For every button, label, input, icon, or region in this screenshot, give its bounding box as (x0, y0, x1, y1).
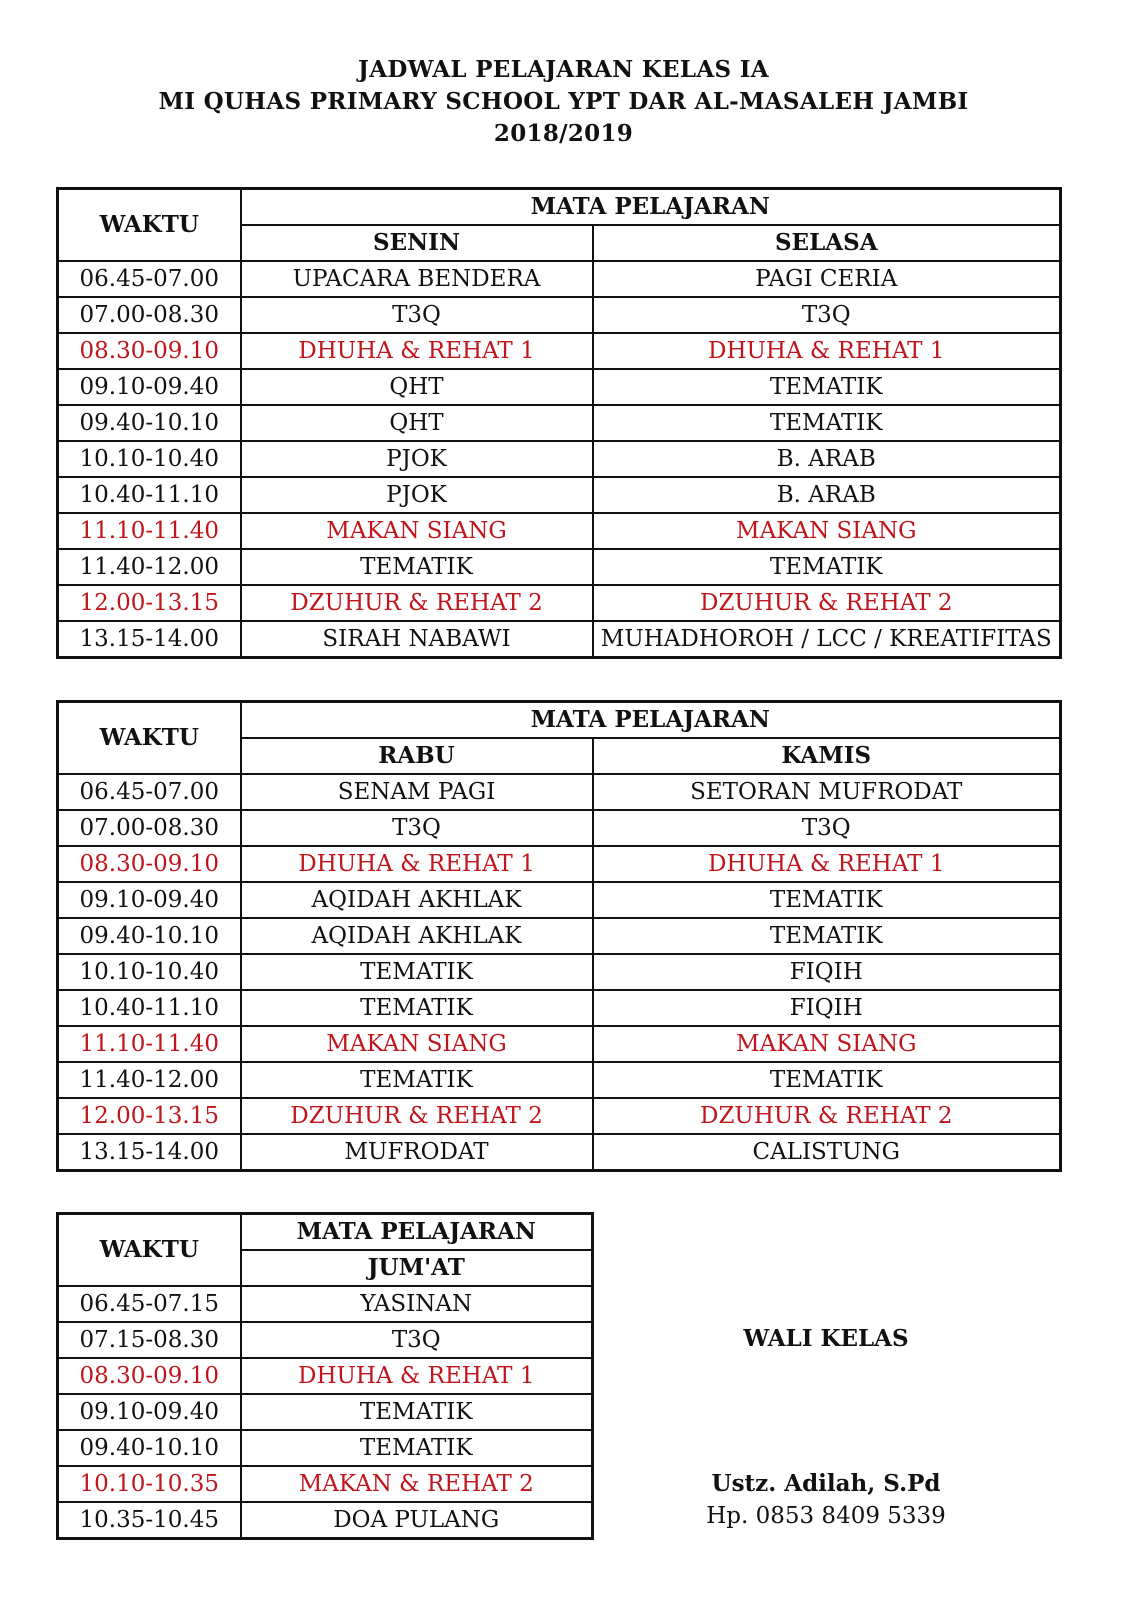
subject-cell: QHT (241, 405, 593, 441)
day-header: RABU (241, 738, 593, 774)
subject-cell: DHUHA & REHAT 1 (241, 846, 593, 882)
time-cell: 07.15-08.30 (58, 1322, 241, 1358)
time-cell: 11.10-11.40 (58, 1026, 241, 1062)
title-line-2: MI QUHAS PRIMARY SCHOOL YPT DAR AL-MASALEH JAMBI (158, 88, 969, 115)
time-cell: 10.40-11.10 (58, 990, 241, 1026)
time-cell: 06.45-07.00 (58, 261, 241, 297)
time-cell: 06.45-07.15 (58, 1286, 241, 1322)
table-row (58, 918, 1061, 954)
subject-cell: AQIDAH AKHLAK (241, 882, 593, 918)
subject-cell: MAKAN SIANG (241, 1026, 593, 1062)
subject-cell: AQIDAH AKHLAK (241, 918, 593, 954)
time-cell: 09.40-10.10 (58, 405, 241, 441)
subject-cell: TEMATIK (593, 549, 1061, 585)
waktu-header: WAKTU (58, 1214, 241, 1287)
table-row (58, 333, 1061, 369)
subject-cell: B. ARAB (593, 477, 1061, 513)
title-line-3: 2018/2019 (493, 120, 634, 147)
subject-cell: MUHADHOROH / LCC / KREATIFITAS (593, 621, 1061, 658)
subject-cell: B. ARAB (593, 441, 1061, 477)
schedule-table-rabu-kamis (56, 700, 1062, 1172)
subject-cell: DZUHUR & REHAT 2 (593, 585, 1061, 621)
teacher-name: Ustz. Adilah, S.Pd (711, 1470, 941, 1497)
subject-cell: FIQIH (593, 990, 1061, 1026)
time-cell: 09.10-09.40 (58, 882, 241, 918)
time-cell: 06.45-07.00 (58, 774, 241, 810)
day-header: SENIN (241, 225, 593, 261)
time-cell: 09.10-09.40 (58, 369, 241, 405)
subject-cell: DHUHA & REHAT 1 (593, 846, 1061, 882)
table-row (58, 1026, 1061, 1062)
subject-cell: MAKAN & REHAT 2 (241, 1466, 593, 1502)
time-cell: 10.35-10.45 (58, 1502, 241, 1539)
table-row (58, 774, 1061, 810)
table-row (58, 990, 1061, 1026)
subject-cell: DZUHUR & REHAT 2 (593, 1098, 1061, 1134)
subject-cell: CALISTUNG (593, 1134, 1061, 1171)
subject-cell: TEMATIK (241, 1430, 593, 1466)
table-row (58, 261, 1061, 297)
subject-cell: TEMATIK (241, 1394, 593, 1430)
subject-cell: T3Q (241, 297, 593, 333)
subject-cell: FIQIH (593, 954, 1061, 990)
subject-cell: T3Q (241, 810, 593, 846)
table-row (58, 846, 1061, 882)
time-cell: 07.00-08.30 (58, 810, 241, 846)
time-cell: 08.30-09.10 (58, 1358, 241, 1394)
subject-cell: DHUHA & REHAT 1 (593, 333, 1061, 369)
teacher-phone: Hp. 0853 8409 5339 (706, 1503, 946, 1529)
table-row (58, 585, 1061, 621)
subject-cell: YASINAN (241, 1286, 593, 1322)
table-row (58, 1322, 593, 1358)
table-row (58, 1358, 593, 1394)
time-cell: 11.40-12.00 (58, 1062, 241, 1098)
schedule-table-senin-selasa (56, 187, 1062, 659)
time-cell: 07.00-08.30 (58, 297, 241, 333)
time-cell: 09.10-09.40 (58, 1394, 241, 1430)
waktu-header: WAKTU (58, 702, 241, 775)
time-cell: 10.10-10.40 (58, 954, 241, 990)
subject-cell: TEMATIK (241, 954, 593, 990)
table-row (58, 1430, 593, 1466)
subject-cell: SETORAN MUFRODAT (593, 774, 1061, 810)
subject-cell: DZUHUR & REHAT 2 (241, 1098, 593, 1134)
subject-cell: SENAM PAGI (241, 774, 593, 810)
time-cell: 11.10-11.40 (58, 513, 241, 549)
title-line-1: JADWAL PELAJARAN KELAS IA (358, 56, 769, 83)
time-cell: 13.15-14.00 (58, 621, 241, 658)
subject-cell: MAKAN SIANG (241, 513, 593, 549)
day-header: JUM'AT (241, 1250, 593, 1286)
subject-cell: TEMATIK (593, 405, 1061, 441)
table-row (58, 954, 1061, 990)
time-cell: 13.15-14.00 (58, 1134, 241, 1171)
time-cell: 08.30-09.10 (58, 846, 241, 882)
time-cell: 10.10-10.40 (58, 441, 241, 477)
table-row (58, 477, 1061, 513)
subject-cell: T3Q (241, 1322, 593, 1358)
time-cell: 10.10-10.35 (58, 1466, 241, 1502)
subject-cell: DHUHA & REHAT 1 (241, 1358, 593, 1394)
subject-cell: DHUHA & REHAT 1 (241, 333, 593, 369)
subject-cell: MUFRODAT (241, 1134, 593, 1171)
mata-pelajaran-header: MATA PELAJARAN (241, 189, 1061, 226)
mata-pelajaran-header: MATA PELAJARAN (241, 702, 1061, 739)
time-cell: 12.00-13.15 (58, 1098, 241, 1134)
table-row (58, 1098, 1061, 1134)
day-header: SELASA (593, 225, 1061, 261)
subject-cell: DOA PULANG (241, 1502, 593, 1539)
waktu-header: WAKTU (58, 189, 241, 262)
table-row (58, 1286, 593, 1322)
table-row (58, 1502, 593, 1539)
subject-cell: SIRAH NABAWI (241, 621, 593, 658)
subject-cell: TEMATIK (241, 990, 593, 1026)
table-row (58, 369, 1061, 405)
table-row (58, 1062, 1061, 1098)
subject-cell: T3Q (593, 810, 1061, 846)
table-row (58, 1394, 593, 1430)
time-cell: 08.30-09.10 (58, 333, 241, 369)
subject-cell: TEMATIK (593, 918, 1061, 954)
subject-cell: MAKAN SIANG (593, 513, 1061, 549)
subject-cell: QHT (241, 369, 593, 405)
wali-kelas-label: WALI KELAS (743, 1325, 909, 1352)
time-cell: 09.40-10.10 (58, 918, 241, 954)
day-header: KAMIS (593, 738, 1061, 774)
table-row (58, 549, 1061, 585)
subject-cell: PAGI CERIA (593, 261, 1061, 297)
mata-pelajaran-header: MATA PELAJARAN (241, 1214, 593, 1251)
subject-cell: UPACARA BENDERA (241, 261, 593, 297)
subject-cell: TEMATIK (241, 1062, 593, 1098)
subject-cell: MAKAN SIANG (593, 1026, 1061, 1062)
table-row (58, 405, 1061, 441)
subject-cell: TEMATIK (593, 1062, 1061, 1098)
table-row (58, 621, 1061, 658)
table-row (58, 810, 1061, 846)
time-cell: 09.40-10.10 (58, 1430, 241, 1466)
schedule-table-jumat (56, 1212, 594, 1540)
time-cell: 12.00-13.15 (58, 585, 241, 621)
subject-cell: DZUHUR & REHAT 2 (241, 585, 593, 621)
table-row (58, 882, 1061, 918)
subject-cell: TEMATIK (241, 549, 593, 585)
table-row (58, 513, 1061, 549)
subject-cell: PJOK (241, 477, 593, 513)
subject-cell: T3Q (593, 297, 1061, 333)
subject-cell: TEMATIK (593, 882, 1061, 918)
subject-cell: PJOK (241, 441, 593, 477)
table-row (58, 441, 1061, 477)
subject-cell: TEMATIK (593, 369, 1061, 405)
table-row (58, 297, 1061, 333)
table-row (58, 1134, 1061, 1171)
time-cell: 11.40-12.00 (58, 549, 241, 585)
time-cell: 10.40-11.10 (58, 477, 241, 513)
table-row (58, 1466, 593, 1502)
